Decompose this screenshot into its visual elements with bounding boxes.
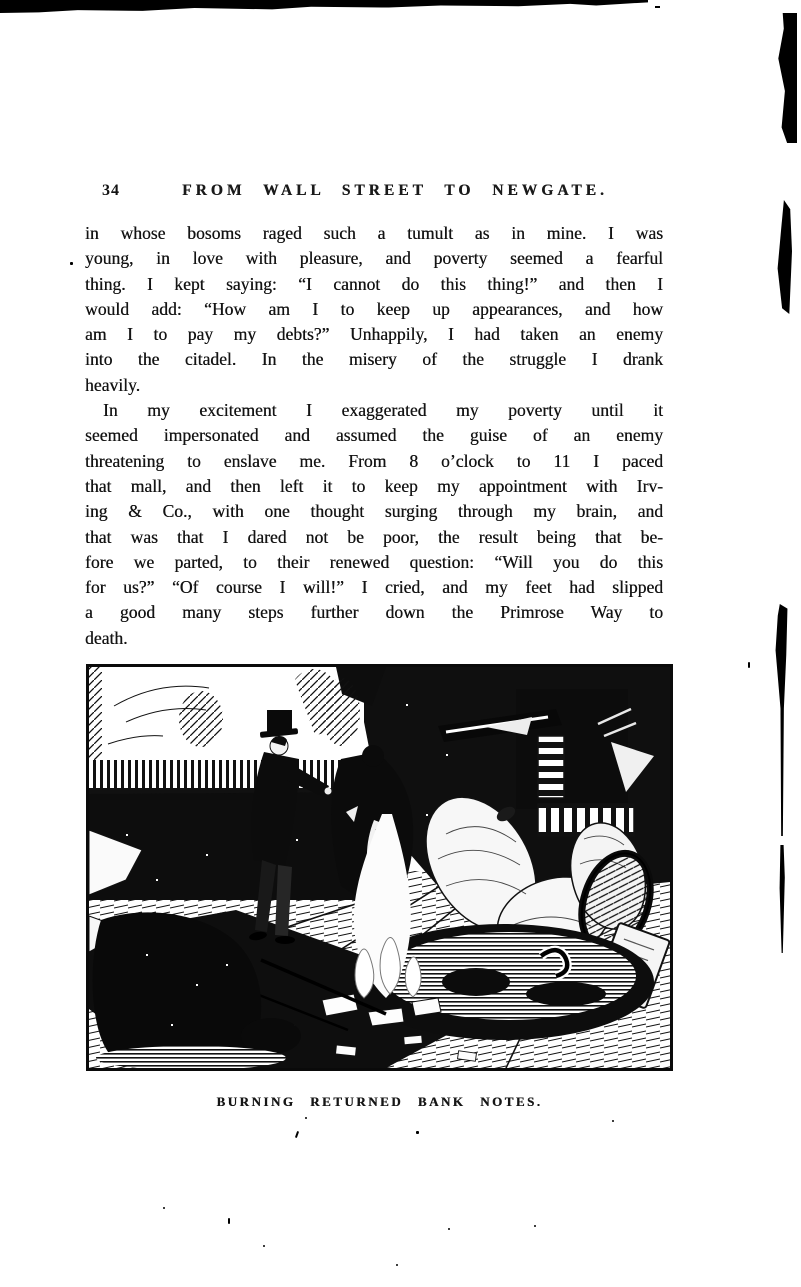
running-title: FROM WALL STREET TO NEWGATE. — [182, 182, 608, 199]
illustration-caption: BURNING RETURNED BANK NOTES. — [216, 1094, 543, 1109]
text-line: a good many steps further down the Primrose Way to — [85, 602, 663, 623]
page-number: 34 — [102, 182, 120, 199]
text-line: threatening to enslave me. From 8 o’clock to 11 I paced — [85, 450, 663, 471]
scan-speck — [228, 1218, 230, 1224]
text-line: young, in love with pleasure, and poverty seemed a fearful — [85, 248, 663, 269]
scan-artifact-edge-streak — [773, 604, 790, 836]
text-line: for us?” “Of course I will!” I cried, and my feet had slipped — [85, 577, 663, 598]
page-header — [0, 180, 801, 202]
scan-speck — [448, 1228, 450, 1230]
text-line: that mall, and then left it to keep my appointment with Irv- — [85, 475, 663, 496]
text-line: death. — [85, 627, 128, 648]
scan-artifact-edge-streak — [774, 200, 792, 314]
text-line: heavily. — [85, 374, 141, 395]
scan-speck — [612, 1120, 614, 1122]
text-line: In my excitement I exaggerated my poverty until it — [103, 400, 663, 421]
text-line: in whose bosoms raged such a tumult as in mine. I was — [85, 223, 663, 243]
scan-speck — [396, 1264, 398, 1266]
body-text — [85, 221, 663, 651]
scan-speck — [305, 1117, 307, 1119]
scan-artifact-dot — [655, 6, 660, 8]
text-line: fore we parted, to their renewed question: “Will you do this — [85, 551, 663, 572]
text-line: am I to pay my debts?” Unhappily, I had taken an enemy — [85, 324, 663, 345]
text-line: ing & Co., with one thought surging through my brain, and — [85, 501, 663, 522]
scan-speck — [534, 1225, 536, 1227]
scan-speck — [416, 1131, 419, 1134]
scan-artifact-top-bar — [0, 0, 648, 13]
scan-speck — [295, 1131, 299, 1138]
scan-speck — [70, 262, 73, 265]
illustration-burning-bank-notes — [86, 664, 673, 1071]
scan-speck — [263, 1245, 265, 1247]
scan-artifact-edge-streak — [775, 13, 797, 143]
text-line: thing. I kept saying: “I cannot do this thing!” and then I — [85, 273, 663, 294]
scan-speck — [748, 662, 750, 668]
scan-artifact-edge-streak — [778, 845, 786, 953]
text-line: into the citadel. In the misery of the struggle I drank — [85, 349, 663, 370]
text-line: would add: “How am I to keep up appearances, and how — [85, 298, 663, 319]
text-line: seemed impersonated and assumed the guise of an enemy — [85, 425, 663, 446]
scan-speck — [163, 1207, 165, 1209]
text-line: that was that I dared not be poor, the result being that be- — [85, 526, 663, 547]
